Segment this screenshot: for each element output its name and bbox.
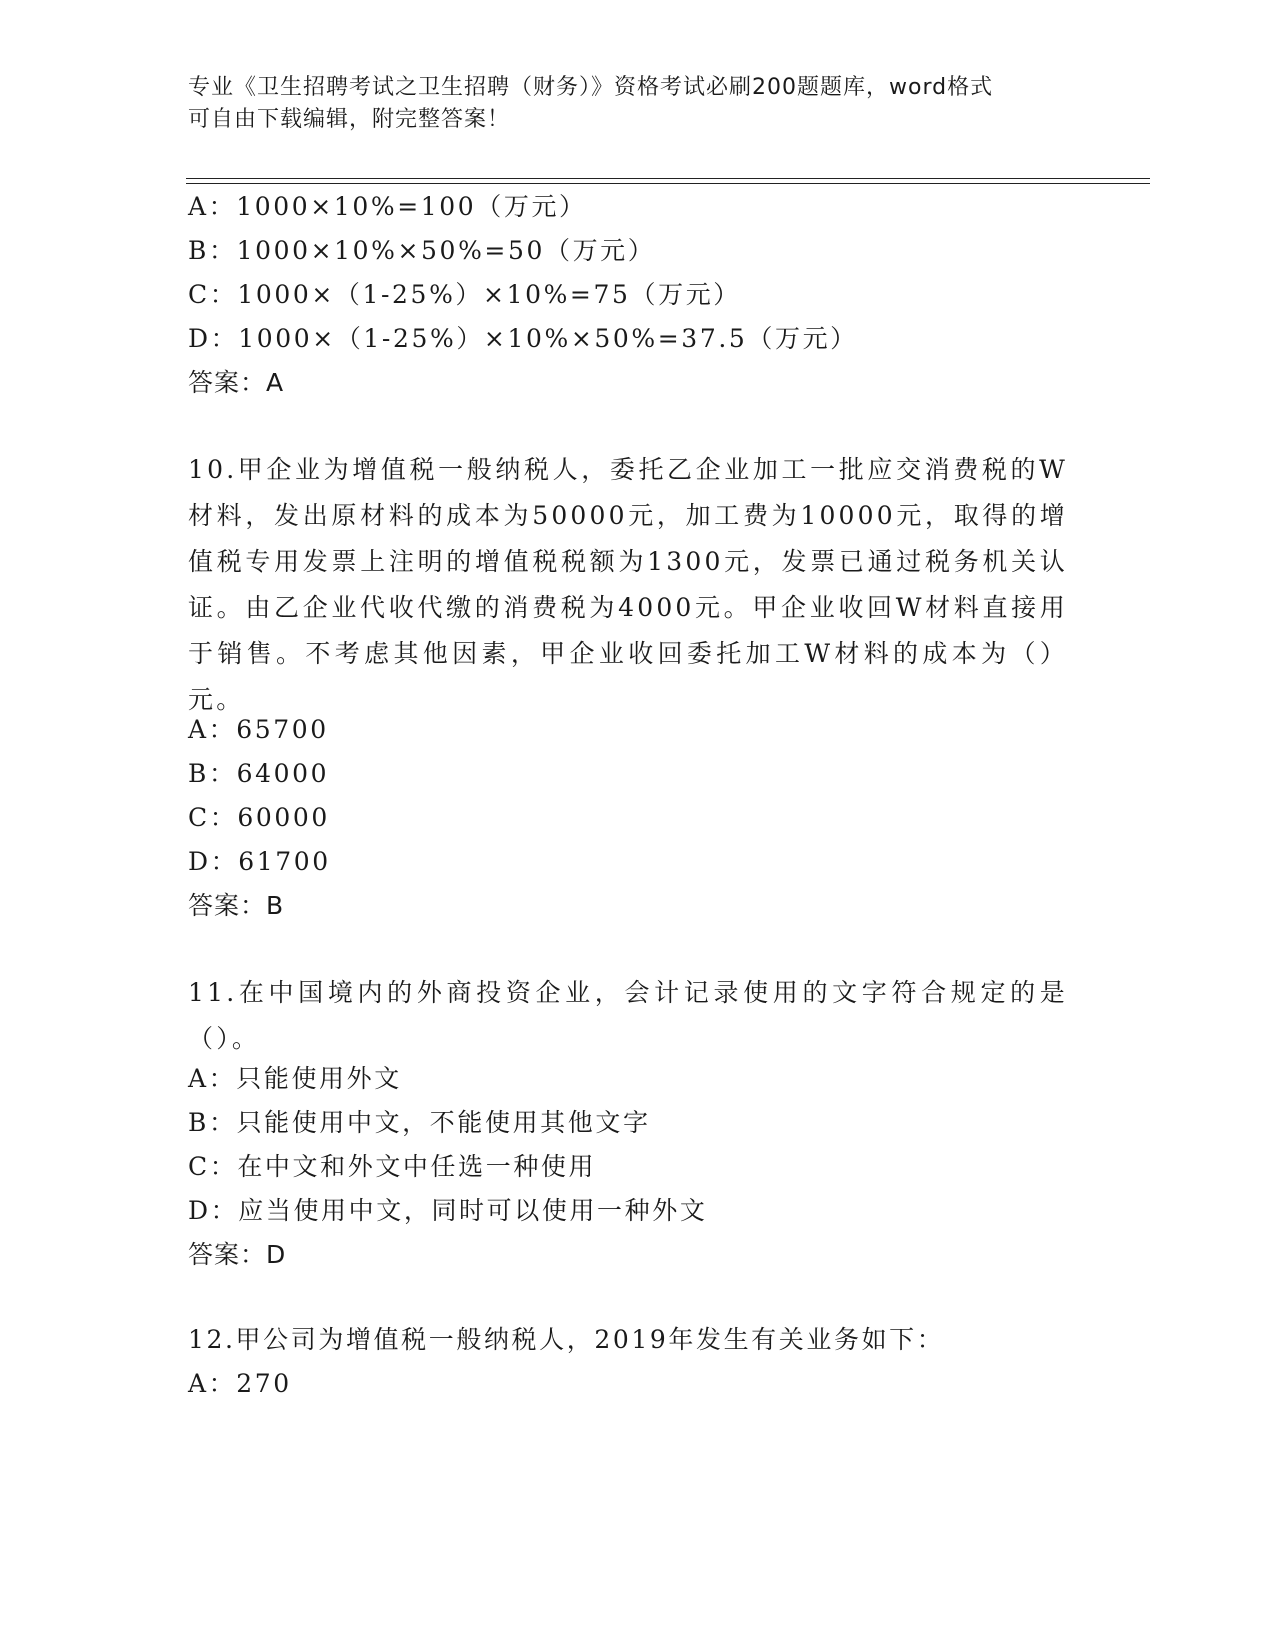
option-b: B：64000: [188, 759, 330, 788]
option-d: D：61700: [188, 847, 331, 876]
question-stem: 11.在中国境内的外商投资企业，会计记录使用的文字符合规定的是（）。: [188, 978, 1068, 1053]
header-divider-bottom: [186, 183, 1150, 184]
option-a: A：只能使用外文: [188, 1064, 402, 1093]
option-c: C：60000: [188, 803, 330, 832]
header-divider-top: [186, 178, 1150, 179]
answer-line: 答案：A: [188, 368, 285, 397]
option-b: B：1000×10%×50%=50（万元）: [188, 236, 656, 265]
option-b: B：只能使用中文，不能使用其他文字: [188, 1108, 651, 1137]
option-d: D：1000×（1-25%）×10%×50%=37.5（万元）: [188, 324, 858, 353]
header-title-line-2: 可自由下载编辑，附完整答案！: [188, 107, 511, 132]
header-title-line-1: 专业《卫生招聘考试之卫生招聘（财务）》资格考试必刷200题题库，word格式: [188, 75, 994, 100]
option-d: D：应当使用中文，同时可以使用一种外文: [188, 1196, 708, 1225]
answer-line: 答案：B: [188, 891, 285, 920]
option-a: A：65700: [188, 715, 329, 744]
question-stem: 12.甲公司为增值税一般纳税人，2019年发生有关业务如下：: [188, 1325, 945, 1354]
question-stem: 10.甲企业为增值税一般纳税人，委托乙企业加工一批应交消费税的W材料，发出原材料的成本为50000元，加工费为10000元，取得的增值税专用发票上注明的增值税税额为1300元，发票已通过税务机关认证。由乙企业代收代缴的消费税为4000元。甲企业收回W材料直接用于销售。不考虑其他因素，甲企业收回委托加工W材料的成本为（）元。: [188, 455, 1068, 714]
option-c: C：在中文和外文中任选一种使用: [188, 1152, 597, 1181]
option-a: A：270: [188, 1369, 292, 1398]
option-c: C：1000×（1-25%）×10%=75（万元）: [188, 280, 741, 309]
option-a: A：1000×10%=100（万元）: [188, 192, 587, 221]
document-header: [188, 72, 1068, 136]
answer-line: 答案：D: [188, 1240, 287, 1269]
